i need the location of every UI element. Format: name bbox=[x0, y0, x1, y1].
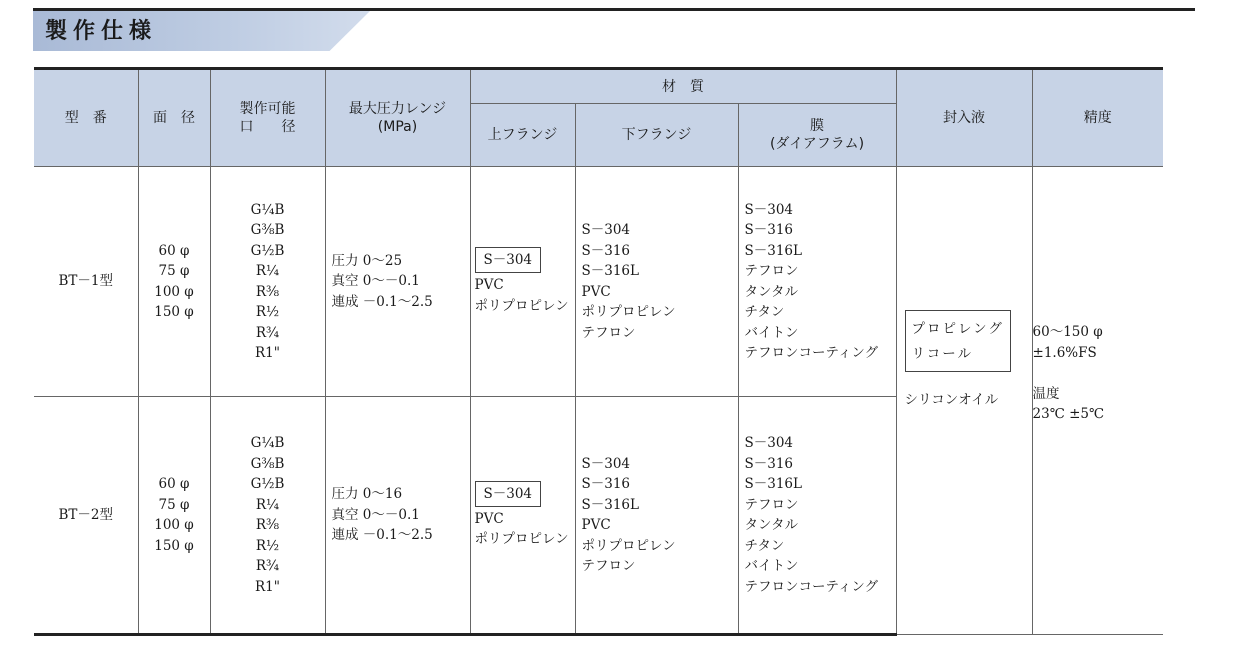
port-value: R¾ bbox=[255, 558, 280, 574]
upper-flange-option: ポリプロピレン bbox=[474, 531, 569, 547]
pressure-cell bbox=[325, 397, 470, 635]
port-value: R¾ bbox=[255, 324, 280, 341]
fill-fluid-option: シリコンオイル bbox=[904, 392, 999, 408]
accuracy-value: 60〜150 φ bbox=[1032, 324, 1103, 340]
membrane-option: S－316 bbox=[744, 222, 794, 238]
header-lower-flange: 下フランジ bbox=[575, 104, 738, 167]
diameter-value: 100 φ bbox=[154, 517, 194, 533]
upper-flange-option: PVC bbox=[474, 510, 504, 527]
membrane-option: タンタル bbox=[744, 517, 798, 533]
port-value: G¼B bbox=[250, 201, 285, 218]
port-value: R1" bbox=[255, 345, 280, 361]
header-pressure bbox=[325, 69, 470, 167]
fill-fluid-standard-line: プロピレング bbox=[911, 321, 1004, 337]
diameter-value: 60 φ bbox=[158, 242, 190, 259]
fill-fluid-standard-line: リコール bbox=[911, 346, 973, 362]
header-membrane-line1: 膜 bbox=[810, 118, 824, 134]
header-pressure-line1: 最大圧力レンジ bbox=[348, 101, 447, 117]
port-value: R¼ bbox=[255, 496, 280, 513]
fill-fluid-cell bbox=[896, 167, 1032, 635]
lower-flange-option: テフロン bbox=[581, 324, 636, 341]
lower-flange-option: PVC bbox=[581, 283, 611, 300]
membrane-option: S－316 bbox=[744, 455, 794, 472]
pressure-value: 真空 0〜－0.1 bbox=[331, 506, 420, 523]
lower-flange-option: ポリプロピレン bbox=[581, 304, 676, 320]
header-membrane bbox=[738, 104, 896, 167]
diameter-value: 150 φ bbox=[154, 304, 194, 320]
membrane-option: バイトン bbox=[744, 558, 799, 574]
header-membrane-line2: (ダイアフラム) bbox=[769, 136, 865, 152]
port-value: G½B bbox=[250, 242, 285, 259]
membrane-option: テフロン bbox=[744, 496, 799, 513]
port-cell bbox=[210, 167, 325, 397]
diameter-value: 60 φ bbox=[158, 476, 190, 492]
upper-flange-standard: S－304 bbox=[475, 247, 542, 273]
temperature-value: 23℃ ±5℃ bbox=[1032, 406, 1105, 422]
header-port-line2: 口 径 bbox=[239, 119, 296, 135]
membrane-option: タンタル bbox=[744, 283, 798, 300]
pressure-value: 圧力 0〜25 bbox=[331, 252, 403, 269]
lower-flange-option: テフロン bbox=[581, 558, 636, 574]
header-port bbox=[210, 69, 325, 167]
port-value: R1" bbox=[255, 578, 280, 595]
port-value: R⅜ bbox=[255, 517, 280, 533]
port-value: R⅜ bbox=[255, 283, 280, 300]
diameter-value: 75 φ bbox=[158, 263, 190, 279]
upper-flange-standard: S－304 bbox=[475, 481, 542, 507]
lower-flange-cell bbox=[575, 167, 738, 397]
lower-flange-option: S－316L bbox=[581, 496, 639, 513]
table-row bbox=[34, 167, 1163, 397]
port-cell bbox=[210, 397, 325, 635]
lower-flange-option: S－316L bbox=[581, 263, 639, 279]
lower-flange-option: S－304 bbox=[581, 222, 631, 238]
membrane-option: バイトン bbox=[744, 324, 799, 341]
header-pressure-line2: (MPa) bbox=[377, 119, 418, 135]
port-value: G⅜B bbox=[250, 455, 285, 472]
membrane-option: チタン bbox=[744, 537, 785, 554]
lower-flange-option: S－316 bbox=[581, 476, 631, 492]
membrane-option: テフロン bbox=[744, 263, 799, 279]
membrane-option: S－316L bbox=[744, 476, 802, 492]
membrane-option: テフロンコーティング bbox=[744, 345, 879, 361]
upper-flange-cell bbox=[470, 167, 575, 397]
membrane-option: S－304 bbox=[744, 435, 794, 451]
pressure-value: 圧力 0〜16 bbox=[331, 486, 403, 503]
header-diameter: 面 径 bbox=[138, 69, 210, 167]
model-cell: BT－1型 bbox=[34, 167, 138, 397]
header-material: 材 質 bbox=[470, 69, 896, 104]
pressure-value: 真空 0〜－0.1 bbox=[331, 273, 420, 290]
membrane-option: テフロンコーティング bbox=[744, 578, 879, 595]
header-fill-fluid: 封入液 bbox=[896, 69, 1032, 167]
upper-flange-cell bbox=[470, 397, 575, 635]
lower-flange-option: S－304 bbox=[581, 455, 631, 472]
header-upper-flange: 上フランジ bbox=[470, 104, 575, 167]
diameter-cell bbox=[138, 167, 210, 397]
accuracy-cell bbox=[1032, 167, 1163, 635]
pressure-value: 連成 －0.1〜2.5 bbox=[331, 293, 433, 310]
membrane-option: S－316L bbox=[744, 242, 802, 259]
port-value: R½ bbox=[255, 537, 280, 554]
spec-table bbox=[34, 67, 1163, 636]
lower-flange-option: S－316 bbox=[581, 242, 631, 259]
top-rule bbox=[33, 8, 1195, 11]
temperature-label: 温度 bbox=[1032, 385, 1060, 402]
diameter-cell bbox=[138, 397, 210, 635]
port-value: G½B bbox=[250, 476, 285, 492]
pressure-value: 連成 －0.1〜2.5 bbox=[331, 527, 433, 544]
fill-fluid-standard bbox=[905, 310, 1011, 372]
lower-flange-option: PVC bbox=[581, 517, 611, 533]
membrane-option: S－304 bbox=[744, 201, 794, 218]
accuracy-spacer bbox=[1033, 363, 1164, 384]
port-value: G⅜B bbox=[250, 222, 285, 238]
port-value: R¼ bbox=[255, 263, 280, 279]
port-value: R½ bbox=[255, 304, 280, 320]
model-cell: BT－2型 bbox=[34, 397, 138, 635]
diameter-value: 150 φ bbox=[154, 537, 194, 554]
accuracy-value: ±1.6%FS bbox=[1032, 344, 1097, 361]
header-accuracy: 精度 bbox=[1032, 69, 1163, 167]
membrane-option: チタン bbox=[744, 304, 785, 320]
pressure-cell bbox=[325, 167, 470, 397]
lower-flange-cell bbox=[575, 397, 738, 635]
diameter-value: 75 φ bbox=[158, 496, 190, 513]
header-model: 型 番 bbox=[34, 69, 138, 167]
membrane-cell bbox=[738, 397, 896, 635]
section-title: 製作仕様 bbox=[45, 19, 158, 44]
upper-flange-option: PVC bbox=[474, 277, 504, 293]
header-port-line1: 製作可能 bbox=[239, 101, 296, 117]
upper-flange-option: ポリプロピレン bbox=[474, 297, 569, 314]
membrane-cell bbox=[738, 167, 896, 397]
diameter-value: 100 φ bbox=[154, 283, 194, 300]
port-value: G¼B bbox=[250, 435, 285, 451]
lower-flange-option: ポリプロピレン bbox=[581, 537, 676, 554]
